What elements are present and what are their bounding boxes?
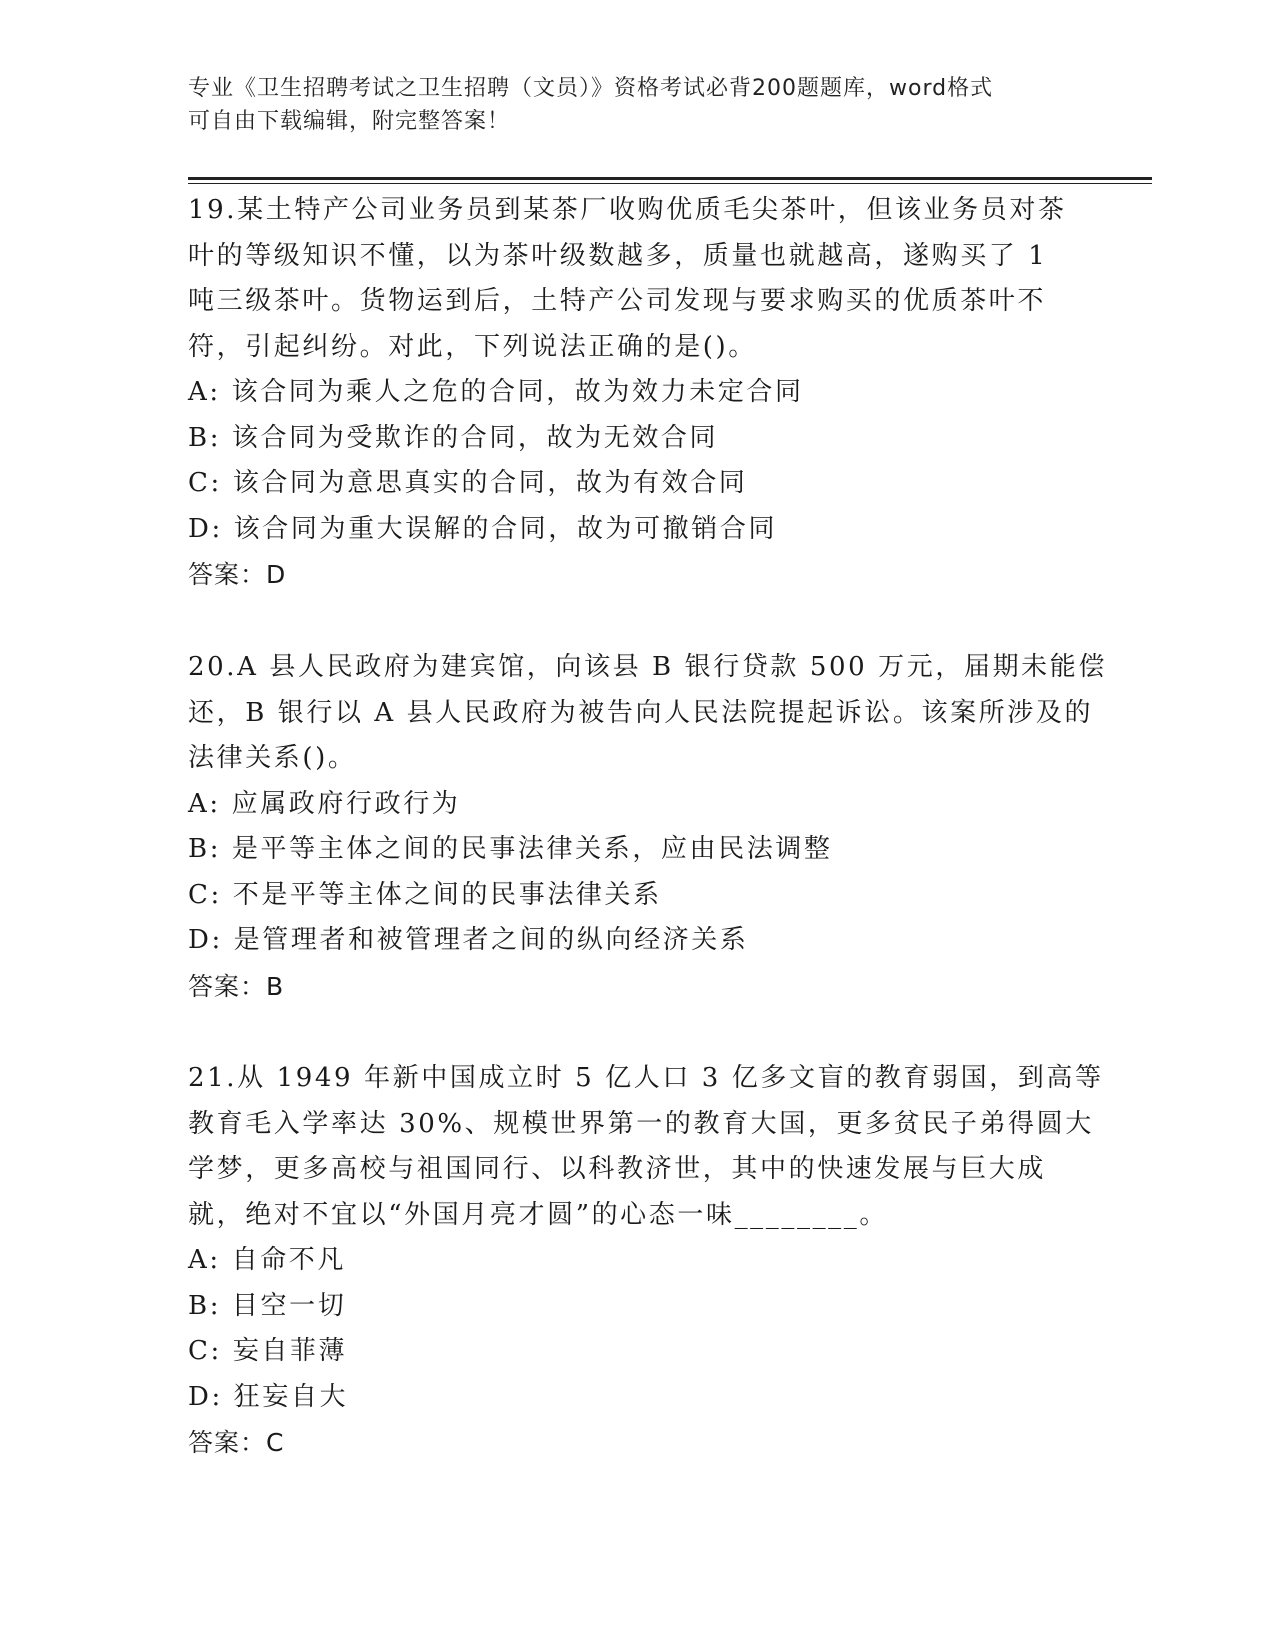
option-a: A: 自命不凡 <box>188 1245 347 1275</box>
option-a: A: 该合同为乘人之危的合同，故为效力未定合同 <box>188 377 804 407</box>
answer-label: 答案：C <box>188 1428 285 1457</box>
question-stem-line: 就，绝对不宜以“外国月亮才圆”的心态一味________。 <box>188 1199 888 1230</box>
option-c: C: 妄自菲薄 <box>188 1336 348 1366</box>
option-c: C: 该合同为意思真实的合同，故为有效合同 <box>188 468 748 498</box>
header-divider-thick <box>188 177 1152 180</box>
question-stem-line: 还，B 银行以 A 县人民政府为被告向人民法院提起诉讼。该案所涉及的 <box>188 697 1094 728</box>
question-stem-line: 19.某土特产公司业务员到某茶厂收购优质毛尖茶叶，但该业务员对茶 <box>188 195 1067 225</box>
question-20 <box>188 645 1107 1009</box>
question-stem-line: 学梦，更多高校与祖国同行、以科教济世，其中的快速发展与巨大成 <box>188 1154 1047 1184</box>
option-d: D: 是管理者和被管理者之间的纵向经济关系 <box>188 925 749 955</box>
option-b: B: 是平等主体之间的民事法律关系，应由民法调整 <box>188 834 833 864</box>
option-a: A: 应属政府行政行为 <box>188 788 461 819</box>
option-d: D: 该合同为重大误解的合同，故为可撤销合同 <box>188 513 778 544</box>
question-stem-line: 吨三级茶叶。货物运到后，土特产公司发现与要求购买的优质茶叶不 <box>188 286 1047 316</box>
option-c: C: 不是平等主体之间的民事法律关系 <box>188 879 662 910</box>
header-line-2: 可自由下载编辑，附完整答案！ <box>188 109 511 134</box>
header-line-1: 专业《卫生招聘考试之卫生招聘（文员）》资格考试必背200题题库，word格式 <box>188 76 994 101</box>
answer-label: 答案：D <box>188 560 287 589</box>
question-stem-line: 法律关系()。 <box>188 743 357 773</box>
option-b: B: 目空一切 <box>188 1290 347 1321</box>
document-header <box>188 72 1068 138</box>
question-stem-line: 20.A 县人民政府为建宾馆，向该县 B 银行贷款 500 万元，届期未能偿 <box>188 652 1107 682</box>
option-d: D: 狂妄自大 <box>188 1381 349 1412</box>
question-19 <box>188 188 1088 598</box>
option-b: B: 该合同为受欺诈的合同，故为无效合同 <box>188 422 719 453</box>
question-21 <box>188 1056 1104 1466</box>
answer-label: 答案：B <box>188 971 285 1001</box>
question-stem-line: 叶的等级知识不懂，以为茶叶级数越多，质量也就越高，遂购买了 1 <box>188 240 1048 271</box>
question-stem-line: 21.从 1949 年新中国成立时 5 亿人口 3 亿多文盲的教育弱国，到高等 <box>188 1063 1104 1093</box>
question-stem-line: 教育毛入学率达 30%、规模世界第一的教育大国，更多贫民子弟得圆大 <box>188 1108 1094 1139</box>
header-divider-thin <box>188 183 1152 184</box>
question-stem-line: 符，引起纠纷。对此，下列说法正确的是()。 <box>188 331 757 362</box>
